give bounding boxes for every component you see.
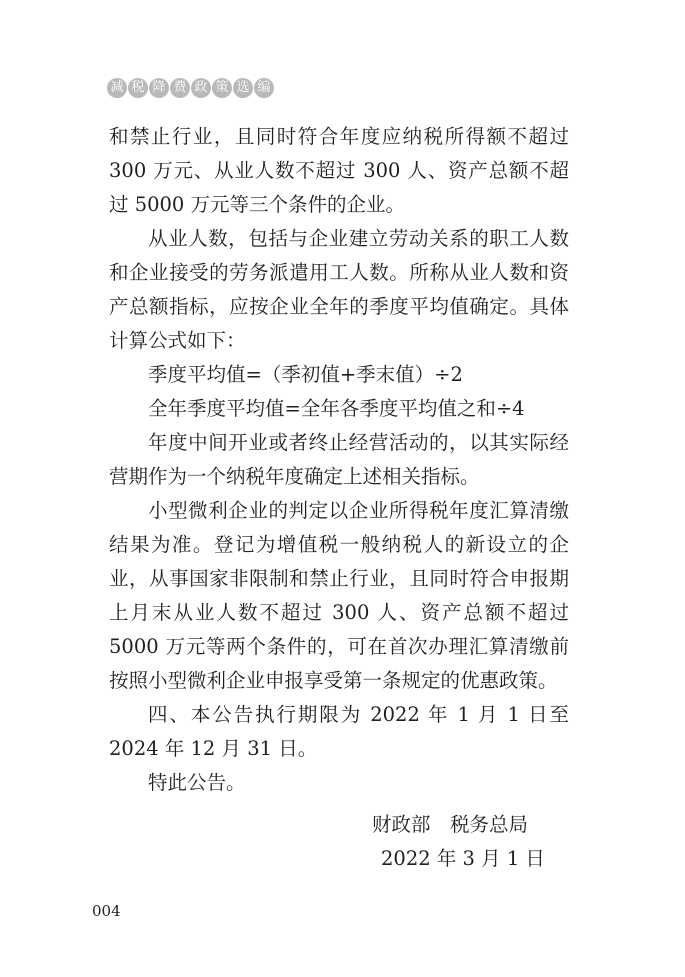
- paragraph-determination: 小型微利企业的判定以企业所得税年度汇算清缴结果为准。登记为增值税一般纳税人的新设立的企业，从事国家非限制和禁止行业，且同时符合申报期上月末从业人数不超过 300 人、资产总额不超过 5000 万元等两个条件的，可在首次办理汇算清缴前按照小型微利企业申报享受第一条规定的优惠政策。: [109, 499, 569, 692]
- header-char: 选: [233, 78, 253, 98]
- header-char: 减: [107, 78, 127, 98]
- paragraph-closing: 特此公告。: [148, 771, 246, 794]
- paragraph-employee-count: 从业人数，包括与企业建立劳动关系的职工人数和企业接受的劳务派遣用工人数。所称从业人数和资产总额指标，应按企业全年的季度平均值确定。具体计算公式如下：: [109, 227, 569, 352]
- body-text: [109, 120, 569, 800]
- signature-date: 2022 年 3 月 1 日: [381, 847, 545, 870]
- page-number: 004: [92, 902, 121, 920]
- formula-annual-average: 全年季度平均值=全年各季度平均值之和÷4: [148, 397, 525, 420]
- header-char: 政: [191, 78, 211, 98]
- running-header: [107, 78, 274, 98]
- header-char: 策: [212, 78, 232, 98]
- paragraph-continuation: 和禁止行业，且同时符合年度应纳税所得额不超过 300 万元、从业人数不超过 300 人、资产总额不超过 5000 万元等三个条件的企业。: [109, 125, 569, 216]
- paragraph-mid-year: 年度中间开业或者终止经营活动的，以其实际经营期作为一个纳税年度确定上述相关指标。: [109, 431, 569, 488]
- formula-quarterly-average: 季度平均值=（季初值+季末值）÷2: [148, 363, 463, 386]
- header-char: 编: [254, 78, 274, 98]
- signature-org: 财政部 税务总局: [372, 813, 529, 836]
- header-char: 降: [149, 78, 169, 98]
- header-char: 费: [170, 78, 190, 98]
- paragraph-effective-period: 四、本公告执行期限为 2022 年 1 月 1 日至 2024 年 12 月 31 日。: [109, 703, 569, 760]
- header-char: 税: [128, 78, 148, 98]
